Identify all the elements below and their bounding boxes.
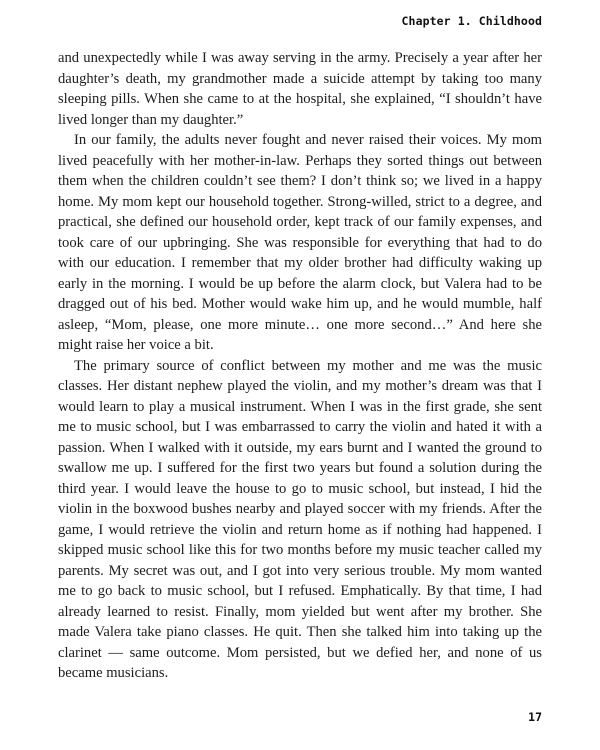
paragraph-family: In our family, the adults never fought and never raised their voices. My mom lived peacefully with her mother-in-law. Perhaps they sorted things out between them when the children couldn’t see them? I don’t think so; we lived in a happy home. My mom kept our household together. Strong-willed, strict to a degree, and practical, she defined our household order, kept track of our family expenses, and took care of our upbringing. She was responsible for everything that had to do with our education. I remember that my older brother had difficulty waking up early in the morning. I would be up before the alarm clock, but Valera had to be dragged out of his bed. Mother would wake him up, and he would mumble, half asleep, “Mom, please, one more minute… one more second…” And here she might raise her voice a bit. [58, 132, 542, 353]
body-text [58, 48, 542, 684]
paragraph-music-classes: The primary source of conflict between my mother and me was the music classes. Her distant nephew played the violin, and my mother’s dream was that I would learn to play a musical instrument. When I was in the first grade, she sent me to music school, but I was embarrassed to carry the violin and hated it with a passion. When I walked with it outside, my ears burnt and I wanted the ground to swallow me up. I suffered for the first two years but found a solution during the third year. I would leave the house to go to music school, but instead, I hid the violin in the boxwood bushes nearby and played soccer with my friends. After the game, I would retrieve the violin and return home as if nothing had happened. I skipped music school like this for two months before my music teacher called my parents. My secret was out, and I got into very serious trouble. My mom wanted me to go back to music school, but I refused. Emphatically. By that time, I had already learned to resist. Finally, mom yielded but went after my brother. She made Valera take piano classes. He quit. Then she talked him into taking up the clarinet — same outcome. Mom persisted, but we defied her, and none of us became musicians. [58, 357, 542, 681]
page-number: 17 [528, 710, 542, 724]
running-head: Chapter 1. Childhood [401, 14, 542, 28]
paragraph-continued: and unexpectedly while I was away serving in the army. Precisely a year after her daughter’s death, my grandmother made a suicide attempt by taking too many sleeping pills. When she came to at the hospital, she explained, “I shouldn’t have lived longer than my daughter.” [58, 50, 542, 128]
